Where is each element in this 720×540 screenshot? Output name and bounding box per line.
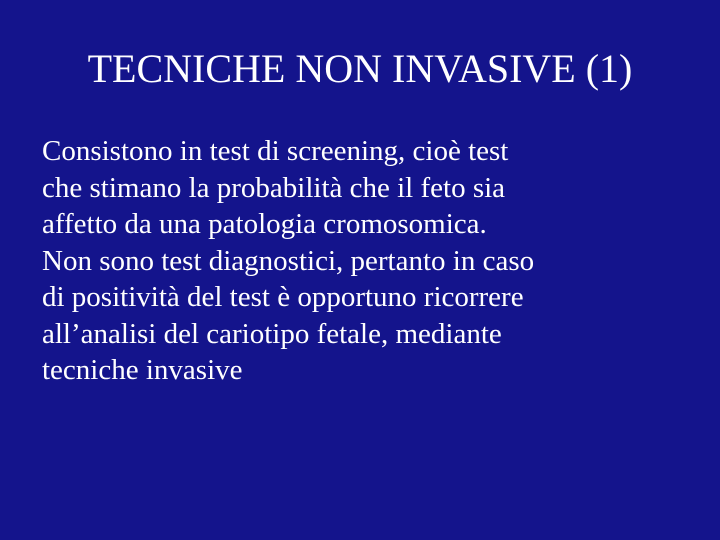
paragraph-line: che stimano la probabilità che il feto sia	[42, 171, 506, 204]
paragraph-line: di positività del test è opportuno ricorrere	[42, 281, 524, 313]
paragraph-line: affetto da una patologia cromosomica.	[42, 208, 487, 240]
slide-body	[42, 133, 692, 389]
slide-title: TECNICHE NON INVASIVE (1)	[87, 46, 633, 91]
paragraph-line: Consistono in test di screening, cioè test	[42, 135, 509, 167]
paragraph-line: all’analisi del cariotipo fetale, mediante	[42, 317, 502, 350]
paragraph-screening	[42, 133, 692, 243]
paragraph-line: Non sono test diagnostici, pertanto in caso	[42, 244, 535, 277]
paragraph-line: tecniche invasive	[42, 354, 243, 386]
paragraph-diagnostic	[42, 243, 692, 389]
